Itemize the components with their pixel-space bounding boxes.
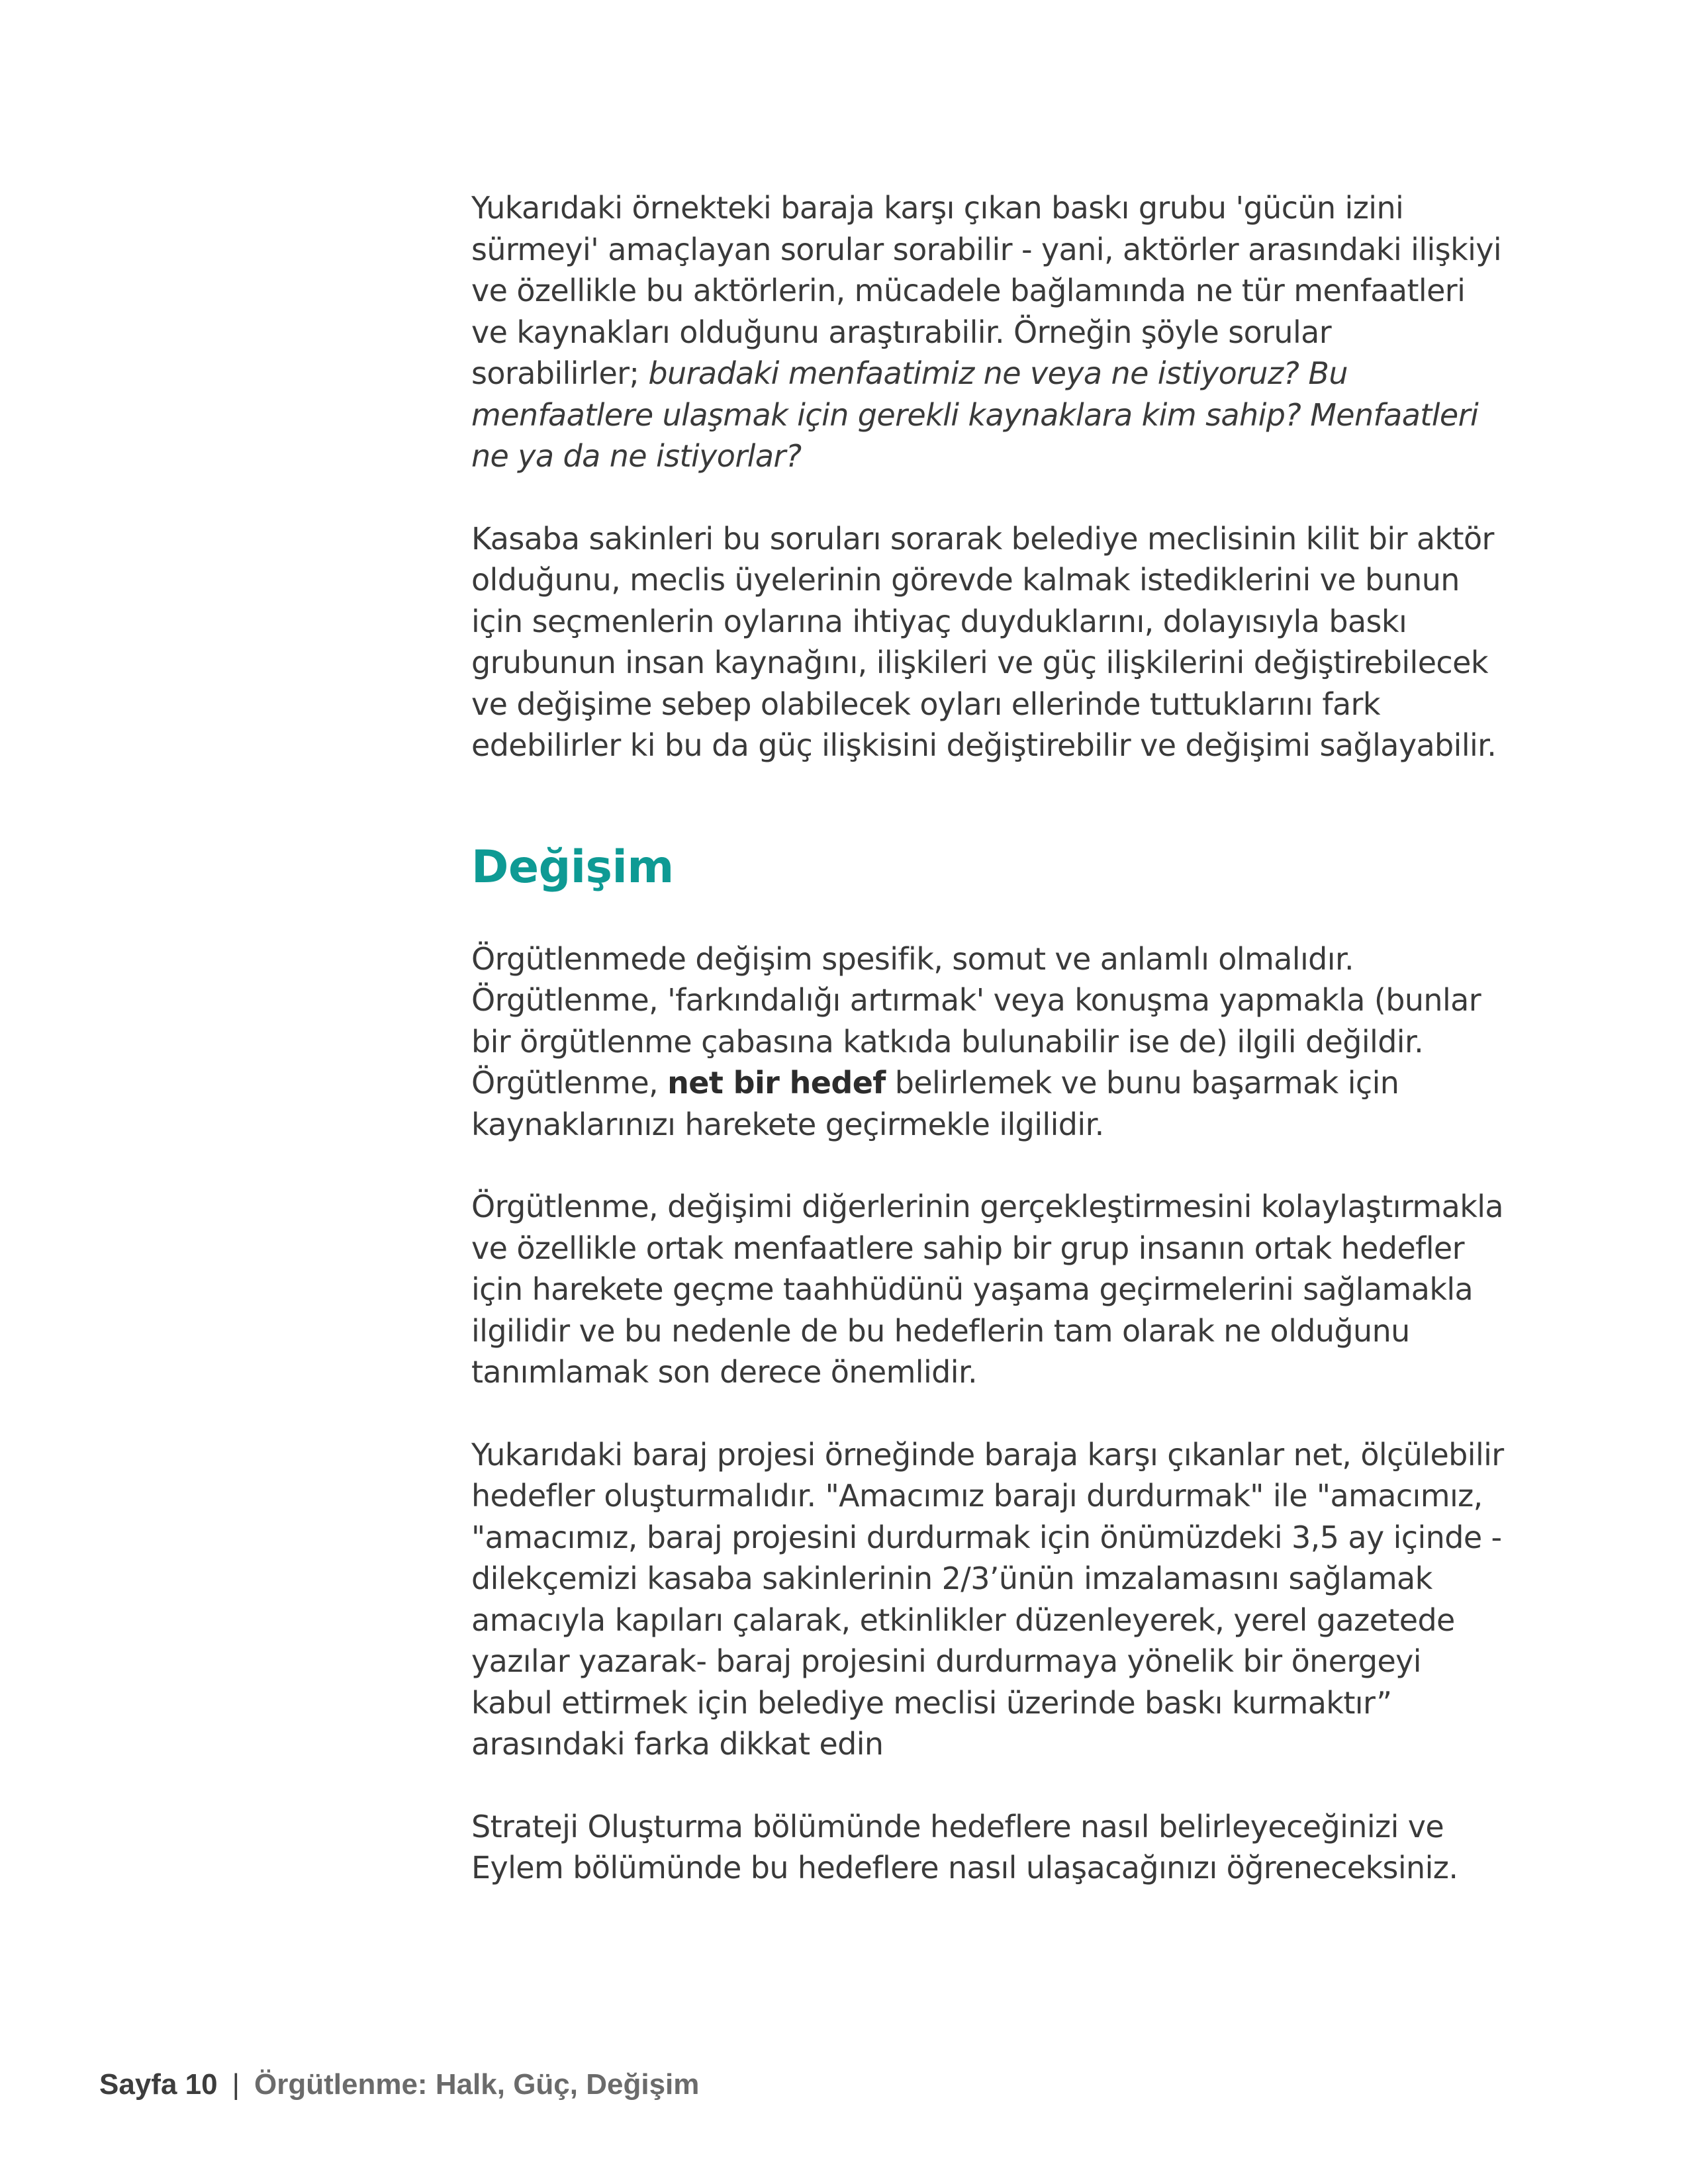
paragraph-text: belirlemek ve bunu başarmak için kaynaklarınızı harekete geçirmekle ilgilidir.	[471, 1065, 1399, 1142]
paragraph-facilitating-change: Örgütlenme, değişimi diğerlerinin gerçekleştirmesini kolaylaştırmakla ve özellikle ortak menfaatlere sahip bir grup insanın ortak hedefler için harekete geçme taahhüdünü yaşama geçirmelerini sağlamakla ilgilidir ve bu nedenle de bu hedeflerin tam olarak ne olduğunu tanımlamak son derece önemlidir.	[471, 1189, 1504, 1390]
italic-questions: buradaki menfaatimiz ne veya ne istiyoruz? Bu menfaatlere ulaşmak için gerekli kaynaklara kim sahip? Menfaatleri ne ya da ne istiyorlar?	[471, 355, 1479, 474]
page-content	[471, 187, 1504, 1889]
section-heading-change: Değişim	[471, 841, 674, 893]
page-footer	[99, 2065, 699, 2105]
paragraph-strategy-reference: Strateji Oluşturma bölümünde hedeflere nasıl belirleyeceğinizi ve Eylem bölümünde bu hedeflere nasıl ulaşacağınızı öğreneceksiniz.	[471, 1808, 1458, 1886]
footer-separator: |	[232, 2068, 240, 2101]
paragraph-town-residents: Kasaba sakinleri bu soruları sorarak belediye meclisinin kilit bir aktör olduğunu, meclis üyelerinin görevde kalmak istediklerini ve bunun için seçmenlerin oylarına ihtiyaç duyduklarını, dolayısıyla baskı grubunun insan kaynağını, ilişkileri ve güç ilişkilerini değiştirebilecek ve değişime sebep olabilecek oyları ellerinde tuttuklarını fark edebilirler ki bu da güç ilişkisini değiştirebilir ve değişimi sağlayabilir.	[471, 520, 1497, 763]
paragraph-dam-example: Yukarıdaki baraj projesi örneğinde baraja karşı çıkanlar net, ölçülebilir hedefler oluşturmalıdır. "Amacımız barajı durdurmak" ile "amacımız, "amacımız, baraj projesini durdurmak için önümüzdeki 3,5 ay içinde - dilekçemizi kasaba sakinlerinin 2/3’ünün imzalamasını sağlamak amacıyla kapıları çalarak, etkinlikler düzenleyerek, yerel gazetede yazılar yazarak- baraj projesini durdurmaya yönelik bir önergeyi kabul ettirmek için belediye meclisi üzerinde baskı kurmaktır” arasındaki farka dikkat edin	[471, 1436, 1504, 1762]
page-number: Sayfa 10	[99, 2068, 218, 2101]
document-title: Örgütlenme: Halk, Güç, Değişim	[254, 2068, 700, 2101]
paragraph-text: Örgütlenmede değişim spesifik, somut ve anlamlı olmalıdır. Örgütlenme, 'farkındalığı artırmak' veya konuşma yapmakla (bunlar bir örgütlenme çabasına katkıda bulunabilir ise de) ilgili değildir. Örgütlenme,	[471, 940, 1481, 1101]
paragraph-power-questions	[471, 187, 1504, 477]
paragraph-text: Yukarıdaki örnekteki baraja karşı çıkan baskı grubu 'gücün izini sürmeyi' amaçlayan sorular sorabilir - yani, aktörler arasındaki ilişkiyi ve özellikle bu aktörlerin, mücadele bağlamında ne tür menfaatleri ve kaynakları olduğunu araştırabilir. Örneğin şöyle sorular sorabilirler;	[471, 190, 1502, 391]
paragraph-specific-change	[471, 938, 1504, 1146]
bold-clear-goal: net bir hedef	[667, 1065, 886, 1101]
